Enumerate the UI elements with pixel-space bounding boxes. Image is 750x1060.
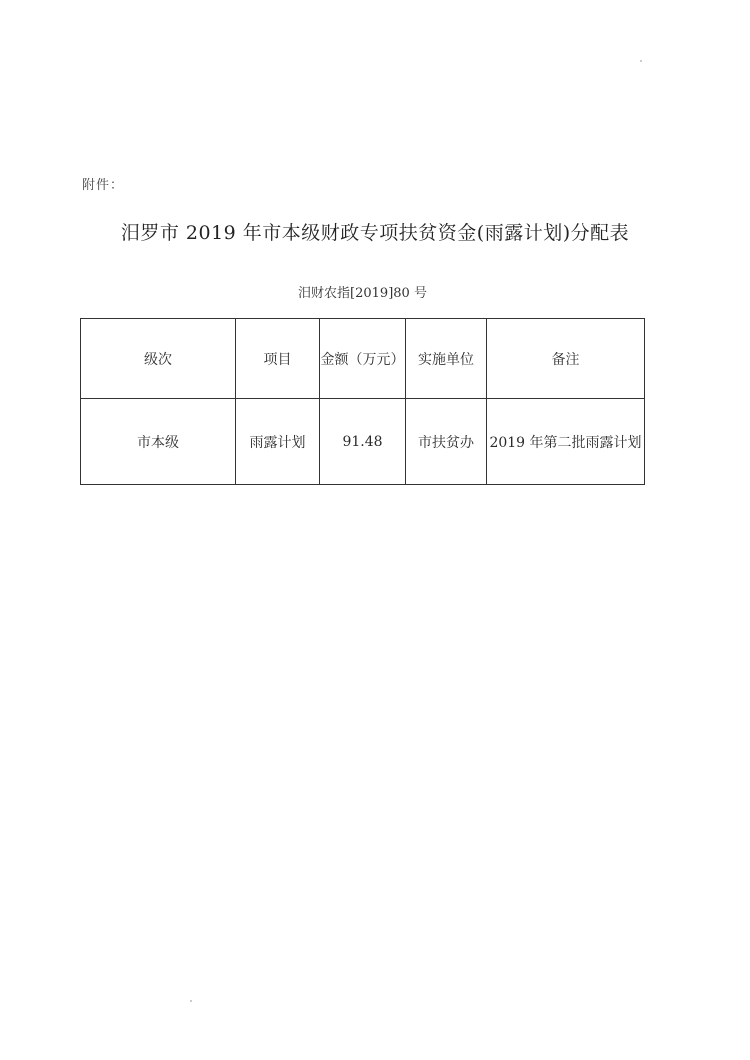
table-header-row <box>81 319 645 399</box>
cell-project: 雨露计划 <box>236 399 320 485</box>
attachment-label: 附件： <box>82 178 125 193</box>
cell-remarks: 2019 年第二批雨露计划 <box>487 399 645 485</box>
header-remarks: 备注 <box>487 319 645 399</box>
document-number: 汨财农指[2019]80 号 <box>298 286 427 301</box>
scan-speck <box>190 1000 192 1002</box>
header-implementing-unit: 实施单位 <box>406 319 487 399</box>
document-title: 汨罗市 2019 年市本级财政专项扶贫资金(雨露计划)分配表 <box>120 222 630 244</box>
header-level: 级次 <box>81 319 236 399</box>
header-amount: 金额（万元） <box>320 319 406 399</box>
allocation-table <box>80 318 645 485</box>
cell-level: 市本级 <box>81 399 236 485</box>
cell-amount: 91.48 <box>320 399 406 485</box>
table-row <box>81 399 645 485</box>
cell-implementing-unit: 市扶贫办 <box>406 399 487 485</box>
header-project: 项目 <box>236 319 320 399</box>
scan-speck <box>640 60 642 62</box>
